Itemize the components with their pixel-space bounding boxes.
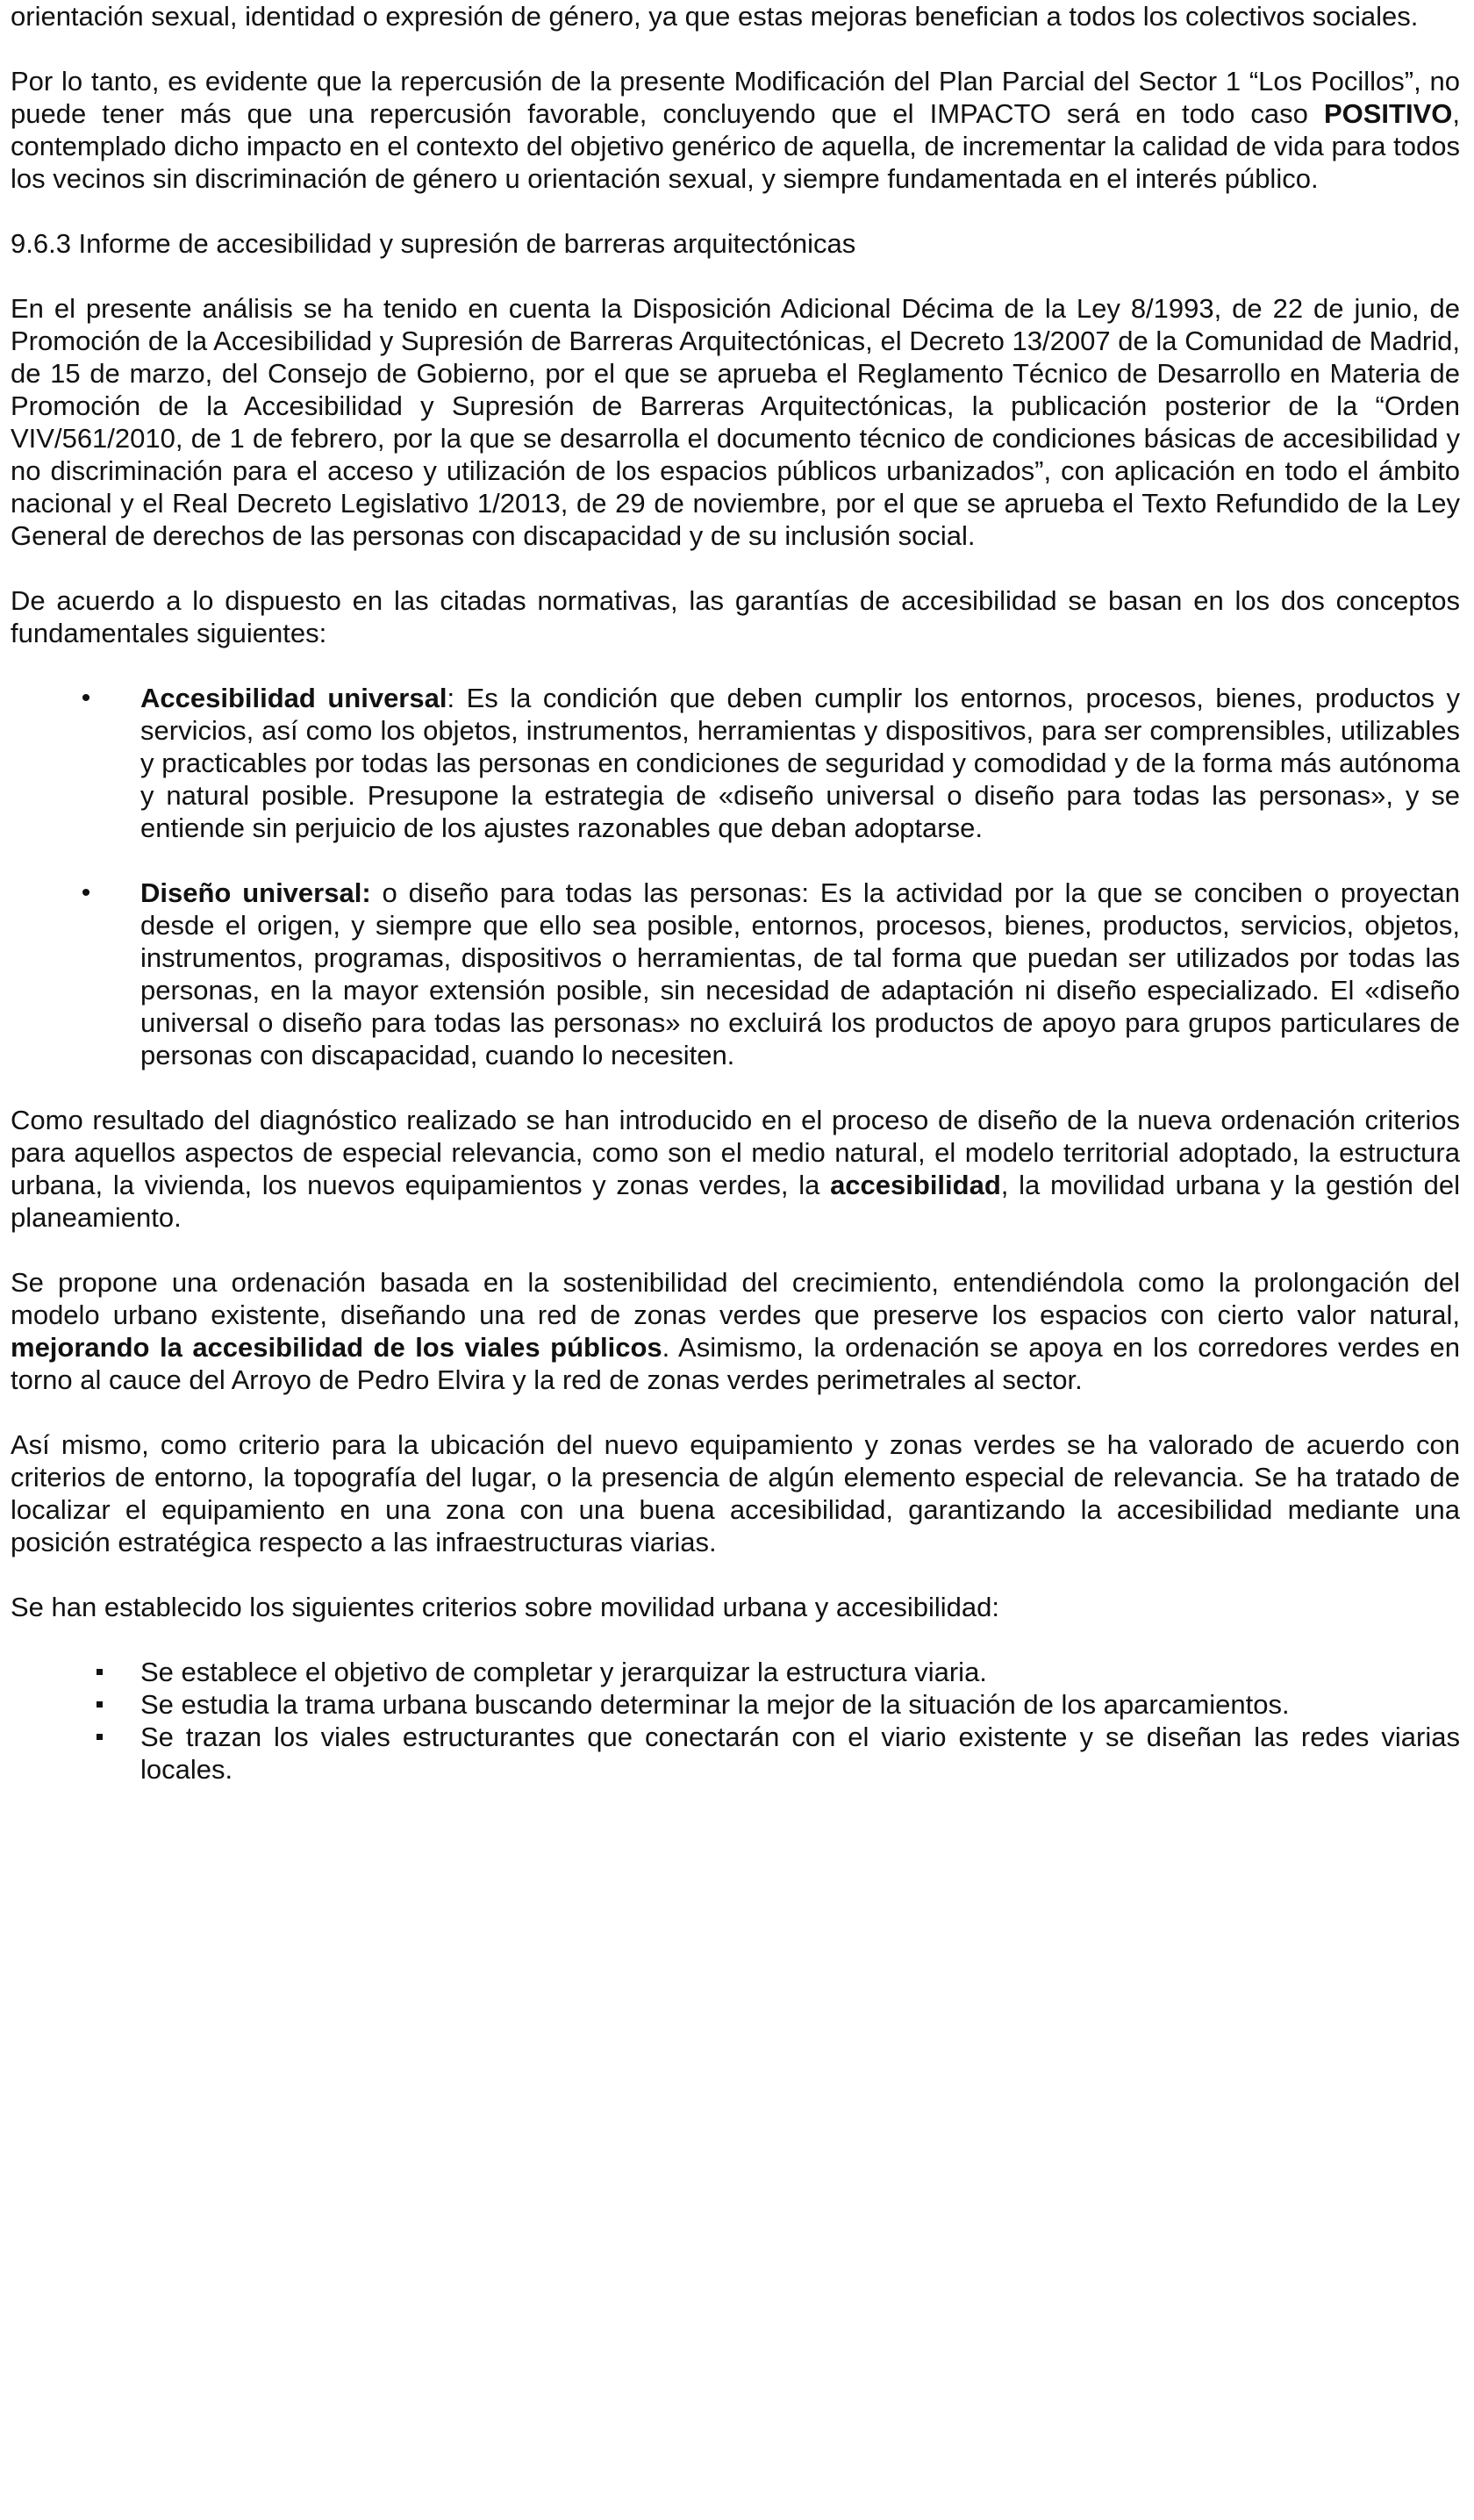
criteria-text: Se establece el objetivo de completar y jerarquizar la estructura viaria. xyxy=(140,1657,987,1687)
list-item xyxy=(11,682,1460,844)
list-item xyxy=(11,1656,1460,1688)
criteria-text: Se trazan los viales estructurantes que conectarán con el viario existente y se diseñan las redes viarias locales. xyxy=(140,1722,1460,1785)
concept-term: Diseño universal: xyxy=(140,877,371,908)
concept-definition: : Es la condición que deben cumplir los entornos, procesos, bienes, productos y servicios, así como los objetos, instrumentos, herramientas y dispositivos, para ser comprensibles, utilizables y practicables por todas las personas en condiciones de seguridad y comodidad y de la forma más autónoma y natural posible. Presupone la estrategia de «diseño universal o diseño para todas las personas», y se entiende sin perjuicio de los ajustes razonables que deban adoptarse. xyxy=(140,683,1460,843)
impact-positive-bold: POSITIVO xyxy=(1323,98,1453,129)
paragraph-criteria-intro: Se han establecido los siguientes criterios sobre movilidad urbana y accesibilidad: xyxy=(11,1592,999,1622)
concept-term: Accesibilidad universal xyxy=(140,683,447,713)
list-item xyxy=(11,1721,1460,1786)
diagnosis-text-end: , la movilidad urbana y la gestión del planeamiento. xyxy=(11,1170,1460,1233)
paragraph-diagnosis xyxy=(11,1104,1460,1234)
section-heading: 9.6.3 Informe de accesibilidad y supresión de barreras arquitectónicas xyxy=(11,228,856,259)
diagnosis-accessibility-bold: accesibilidad xyxy=(830,1170,1001,1200)
list-item xyxy=(11,877,1460,1071)
ordination-text-end: . Asimismo, la ordenación se apoya en los corredores verdes en torno al cauce del Arroyo de Pedro Elvira y la red de zonas verdes perimetrales al sector. xyxy=(11,1332,1460,1395)
paragraph-legislation: En el presente análisis se ha tenido en cuenta la Disposición Adicional Décima de la Ley 8/1993, de 22 de junio, de Promoción de la Accesibilidad y Supresión de Barreras Arquitectónicas, el Decreto 13/2007 de la Comunidad de Madrid, de 15 de marzo, del Consejo de Gobierno, por el que se aprueba el Reglamento Técnico de Desarrollo en Materia de Promoción de la Accesibilidad y Supresión de Barreras Arquitectónicas, la publicación posterior de la “Orden VIV/561/2010, de 1 de febrero, por la que se desarrolla el documento técnico de condiciones básicas de accesibilidad y no discriminación para el acceso y utilización de los espacios públicos urbanizados”, con aplicación en todo el ámbito nacional y el Real Decreto Legislativo 1/2013, de 29 de noviembre, por el que se aprueba el Texto Refundido de la Ley General de derechos de las personas con discapacidad y de su inclusión social. xyxy=(11,293,1460,551)
criteria-text: Se estudia la trama urbana buscando determinar la mejor de la situación de los aparcamientos. xyxy=(140,1689,1290,1720)
concept-list xyxy=(11,682,1460,1071)
paragraph-equipment: Así mismo, como criterio para la ubicación del nuevo equipamiento y zonas verdes se ha valorado de acuerdo con criterios de entorno, la topografía del lugar, o la presencia de algún elemento especial de relevancia. Se ha tratado de localizar el equipamiento en una zona con una buena accesibilidad, garantizando la accesibilidad mediante una posición estratégica respecto a las infraestructuras viarias. xyxy=(11,1429,1460,1557)
list-item xyxy=(11,1688,1460,1721)
concept-definition: o diseño para todas las personas: Es la actividad por la que se conciben o proyectan desde el origen, y siempre que ello sea posible, entornos, procesos, bienes, productos, servicios, objetos, instrumentos, programas, dispositivos o herramientas, de tal forma que puedan ser utilizados por todas las personas, en la mayor extensión posible, sin necesidad de adaptación ni diseño especializado. El «diseño universal o diseño para todas las personas» no excluirá los productos de apoyo para grupos particulares de personas con discapacidad, cuando lo necesiten. xyxy=(140,877,1460,1070)
square-bullet-marker xyxy=(97,1734,103,1740)
impact-text-start: Por lo tanto, es evidente que la repercusión de la presente Modificación del Plan Parcial del Sector 1 “Los Pocillos”, no puede tener más que una repercusión favorable, concluyendo que el IMPACTO será en todo caso xyxy=(11,66,1460,129)
bullet-marker: • xyxy=(81,878,91,907)
diagnosis-text-start: Como resultado del diagnóstico realizado se han introducido en el proceso de diseño de la nueva ordenación criterios para aquellos aspectos de especial relevancia, como son el medio natural, el modelo territorial adoptado, la estructura urbana, la vivienda, los nuevos equipamientos y zonas verdes, la xyxy=(11,1105,1460,1200)
square-bullet-marker xyxy=(97,1701,103,1707)
impact-text-end: , contemplado dicho impacto en el contexto del objetivo genérico de aquella, de incrementar la calidad de vida para todos los vecinos sin discriminación de género u orientación sexual, y siempre fundamentada en el interés público. xyxy=(11,98,1460,194)
ordination-accessibility-bold: mejorando la accesibilidad de los viales públicos xyxy=(11,1332,662,1363)
bullet-marker: • xyxy=(81,684,91,712)
paragraph-impact xyxy=(11,65,1460,195)
ordination-text-start: Se propone una ordenación basada en la sostenibilidad del crecimiento, entendiéndola como la prolongación del modelo urbano existente, diseñando una red de zonas verdes que preserve los espacios con cierto valor natural, xyxy=(11,1267,1460,1330)
criteria-list xyxy=(11,1656,1460,1786)
paragraph-intro: orientación sexual, identidad o expresión de género, ya que estas mejoras benefician a todos los colectivos sociales. xyxy=(11,1,1419,32)
paragraph-ordination xyxy=(11,1266,1460,1396)
square-bullet-marker xyxy=(97,1669,103,1675)
paragraph-guarantees: De acuerdo a lo dispuesto en las citadas normativas, las garantías de accesibilidad se basan en los dos conceptos fundamentales siguientes: xyxy=(11,585,1460,648)
